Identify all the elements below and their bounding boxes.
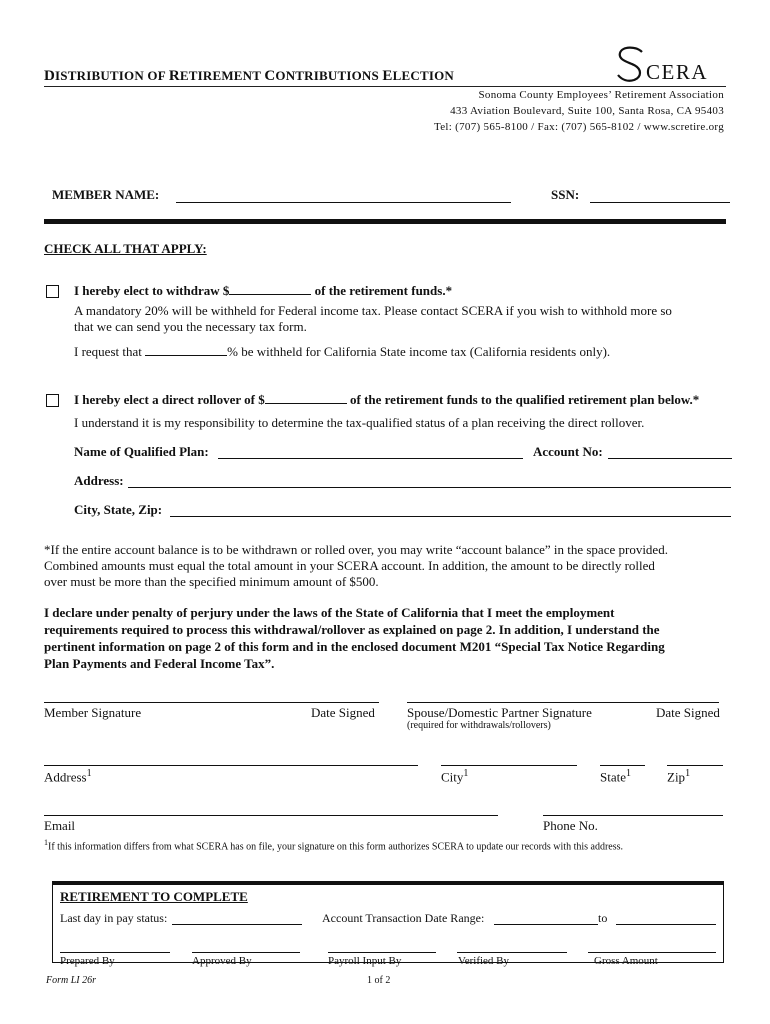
- address-footnote: $^1$If this information differs from what SCERA has on file, your signature on this form authorizes SCERA to update our records with this address.: [44, 838, 624, 853]
- star-note-3: over must be more than the specified minimum amount of $500.: [44, 574, 379, 589]
- account-no-label: Account No:: [533, 444, 603, 459]
- plan-name-label: Name of Qualified Plan:: [74, 444, 209, 459]
- withdraw-line: I hereby elect to withdraw $ of the retirement funds.*: [74, 283, 453, 298]
- member-address-line[interactable]: [44, 765, 418, 766]
- member-name-label: MEMBER NAME:: [52, 187, 160, 202]
- approved-by-label: Approved By: [192, 955, 252, 967]
- withdraw-note-1: A mandatory 20% will be withheld for Federal income tax. Please contact SCERA if you wish to withhold more so: [74, 303, 672, 318]
- verified-by-label: Verified By: [458, 955, 510, 967]
- page-number: 1 of 2: [367, 975, 391, 986]
- plan-address-field[interactable]: [128, 487, 731, 488]
- date-range-to-field[interactable]: [616, 924, 716, 925]
- section-divider: [44, 219, 726, 224]
- address-sig-label: Address$^1$: [44, 768, 92, 785]
- retirement-box-title: RETIREMENT TO COMPLETE: [60, 889, 248, 904]
- ssn-field[interactable]: [590, 202, 730, 203]
- spouse-signature-line[interactable]: [407, 702, 719, 703]
- city-state-zip-field[interactable]: [170, 516, 731, 517]
- email-line[interactable]: [44, 815, 498, 816]
- declaration-4: Plan Payments and Federal Income Tax”.: [44, 656, 275, 671]
- withdraw-checkbox[interactable]: [46, 285, 59, 298]
- spouse-date-signed-label: Date Signed: [656, 705, 720, 720]
- scera-logo: [606, 44, 728, 86]
- svg-text:CERA: CERA: [646, 60, 709, 84]
- date-range-from-field[interactable]: [494, 924, 598, 925]
- rollover-checkbox[interactable]: [46, 394, 59, 407]
- spouse-signature-note: (required for withdrawals/rollovers): [407, 720, 551, 731]
- last-day-field[interactable]: [172, 924, 302, 925]
- rollover-note: I understand it is my responsibility to determine the tax-qualified status of a plan receiving the direct rollover.: [74, 415, 645, 430]
- member-signature-line[interactable]: [44, 702, 379, 703]
- declaration-2: requirements required to process this withdrawal/rollover as explained on page 2. In addition, I understand the: [44, 622, 660, 637]
- state-tax-percent-field[interactable]: [145, 343, 227, 356]
- gross-amount-label: Gross Amount: [594, 955, 658, 967]
- verified-by-line[interactable]: [457, 952, 567, 953]
- member-city-line[interactable]: [441, 765, 577, 766]
- payroll-input-label: Payroll Input By: [328, 955, 402, 967]
- star-note-2: Combined amounts must equal the total amount in your SCERA account. In addition, the amount to be directly rolled: [44, 558, 655, 573]
- state-tax-line: I request that % be withheld for California State income tax (California residents only).: [74, 344, 611, 359]
- spouse-signature-label: Spouse/Domestic Partner Signature: [407, 705, 592, 720]
- gross-amount-line[interactable]: [588, 952, 716, 953]
- member-state-line[interactable]: [600, 765, 645, 766]
- withdraw-amount-field[interactable]: [229, 282, 311, 295]
- email-label: Email: [44, 818, 76, 833]
- org-address: 433 Aviation Boulevard, Suite 100, Santa Rosa, CA 95403: [450, 105, 724, 117]
- phone-label: Phone No.: [543, 818, 598, 833]
- member-name-field[interactable]: [176, 202, 511, 203]
- org-name: Sonoma County Employees’ Retirement Association: [478, 89, 724, 101]
- account-no-field[interactable]: [608, 458, 732, 459]
- city-state-zip-label: City, State, Zip:: [74, 502, 163, 517]
- approved-by-line[interactable]: [192, 952, 300, 953]
- date-signed-label: Date Signed: [311, 705, 375, 720]
- state-sig-label: State$^1$: [600, 768, 631, 785]
- last-day-label: Last day in pay status:: [60, 911, 168, 925]
- declaration-1: I declare under penalty of perjury under the laws of the State of California that I meet the employment: [44, 605, 615, 620]
- plan-name-field[interactable]: [218, 458, 523, 459]
- star-note-1: *If the entire account balance is to be withdrawn or rolled over, you may write “account balance” in the space provided.: [44, 542, 668, 557]
- address-label: Address:: [74, 473, 124, 488]
- prepared-by-label: Prepared By: [60, 955, 115, 967]
- withdraw-note-2: that we can send you the necessary tax form.: [74, 319, 307, 334]
- ssn-label: SSN:: [551, 187, 580, 202]
- member-zip-line[interactable]: [667, 765, 723, 766]
- date-range-to-label: to: [598, 911, 608, 925]
- form-id: Form LI 26r: [46, 975, 97, 986]
- payroll-input-line[interactable]: [328, 952, 436, 953]
- check-all-heading: CHECK ALL THAT APPLY:: [44, 241, 207, 256]
- city-sig-label: City$^1$: [441, 768, 469, 785]
- declaration-3: pertinent information on page 2 of this form and in the enclosed document M201 “Special Tax Notice Regarding: [44, 639, 665, 654]
- date-range-label: Account Transaction Date Range:: [322, 911, 485, 925]
- phone-line[interactable]: [543, 815, 723, 816]
- rollover-line: I hereby elect a direct rollover of $ of the retirement funds to the qualified retirement plan below.*: [74, 392, 700, 407]
- member-signature-label: Member Signature: [44, 705, 142, 720]
- form-title: DISTRIBUTION OF RETIREMENT CONTRIBUTIONS ELECTION: [44, 68, 454, 84]
- rollover-amount-field[interactable]: [265, 391, 347, 404]
- prepared-by-line[interactable]: [60, 952, 170, 953]
- org-contact: Tel: (707) 565-8100 / Fax: (707) 565-8102 / www.scretire.org: [433, 121, 724, 133]
- zip-sig-label: Zip$^1$: [667, 768, 691, 785]
- header-rule: [44, 86, 726, 87]
